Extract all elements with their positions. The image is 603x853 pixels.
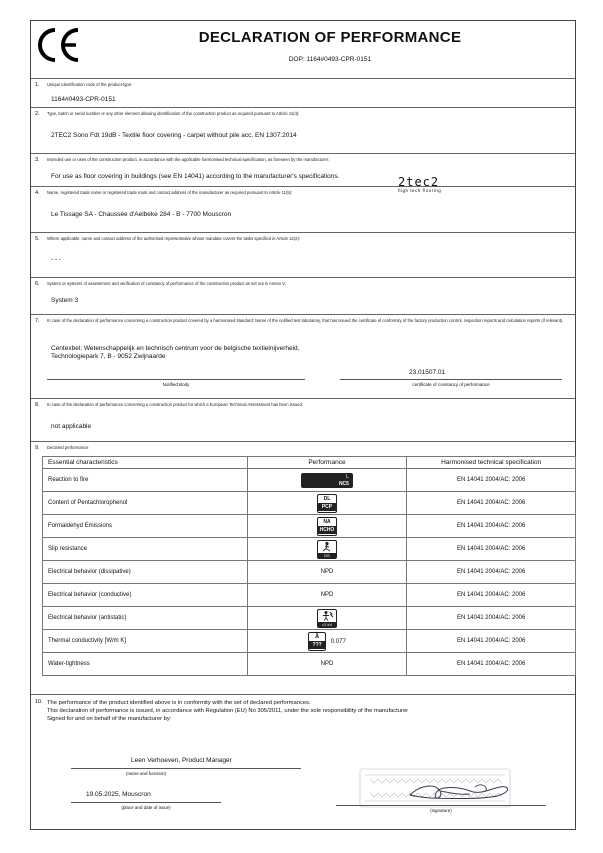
dop-number: DOP: 1164#0493-CPR-0151	[288, 56, 372, 63]
slip-sub-text: DS	[318, 553, 336, 558]
section-number: 8.	[35, 402, 40, 408]
section-3	[31, 153, 575, 189]
section-5	[31, 232, 575, 277]
section-number: 9.	[35, 445, 40, 451]
performance-cell: NPD	[247, 561, 407, 584]
thermal-pictogram-icon	[308, 632, 326, 651]
spec-cell: EN 14041 2004/AC: 2006	[407, 492, 576, 515]
section-7	[31, 314, 575, 398]
section-label: In case of the declaration of performance concerning a construction product covered by a harmonised standard: Name of the notified test laboratory, that has issued the certificate of conformity of the factory production control, inspection reports and calculation reports (if relevant).	[47, 318, 564, 323]
date-place: 19.05.2025, Mouscron	[86, 791, 151, 798]
characteristic-cell: Formaldehyd Emissions	[43, 515, 248, 538]
table-row	[43, 561, 576, 584]
characteristic-cell: Reaction to fire	[43, 469, 248, 492]
date-line	[71, 802, 221, 803]
thermal-symbol-text: λ	[315, 632, 320, 640]
performance-cell	[247, 538, 407, 561]
column-header: Performance	[247, 457, 407, 469]
antistatic-figure-icon	[318, 610, 336, 621]
pcp-bottom-text: PCP	[318, 503, 336, 511]
fire-sub-text: NC5	[338, 480, 349, 487]
section-number: 6.	[35, 281, 40, 287]
section-value: 1164#0493-CPR-0151	[51, 96, 116, 103]
spec-cell: EN 14041 2004/AC: 2006	[407, 607, 576, 630]
performance-cell	[247, 607, 407, 630]
section-label: Where applicable, name and contact address of the authorised representative whose mandate covers the tasks specified in Article 12(2):	[47, 236, 301, 241]
section-1	[31, 78, 575, 107]
section-number: 7.	[35, 318, 40, 324]
table-row	[43, 469, 576, 492]
statement-line-2: This declaration of performance is issued, in accordance with Regulation (EU) No 305/2011, under the sole responsibility of the manufacturer	[47, 708, 409, 714]
characteristic-cell: Thermal conductivity [W/m K]	[43, 630, 248, 653]
section-label: Declared performance	[47, 445, 89, 450]
table-row	[43, 492, 576, 515]
logo-tagline: high tech flooring	[398, 188, 442, 193]
section-value: not applicable	[51, 423, 92, 430]
section-number: 10.	[35, 699, 43, 705]
column-header: Harmonised technical specification	[407, 457, 576, 469]
antistatic-sub-text: <2 kV	[318, 622, 336, 627]
section-label: Intended use or uses of the construction product, in accordance with the applicable harmonised technical specification, as foreseen by the manufacturer:	[47, 157, 330, 162]
notified-body-line	[47, 379, 305, 380]
section-value: - - -	[51, 256, 62, 263]
performance-cell	[247, 515, 407, 538]
section-value: Le Tissage SA - Chaussée d'Aelbeke 284 - B - 7700 Mouscron	[51, 211, 232, 218]
ce-mark-logo	[36, 27, 82, 63]
section-label: Unique identification code of the product-type:	[47, 82, 133, 87]
table-row	[43, 653, 576, 676]
section-number: 2.	[35, 111, 40, 117]
slip-pictogram-icon	[317, 540, 337, 559]
signer-caption: (name and function)	[125, 771, 167, 776]
performance-cell: NPD	[247, 653, 407, 676]
performance-table	[42, 456, 576, 676]
section-label: System or systems of assessment and verification of constancy of performance of the construction product as set out in Annex V:	[47, 281, 286, 286]
spec-cell: EN 14041 2004/AC: 2006	[407, 515, 576, 538]
pcp-pictogram-icon	[317, 494, 337, 513]
section-value: For use as floor covering in buildings (see EN 14041) according to the manufacturer's specifications.	[51, 173, 340, 180]
hcho-pictogram-icon	[317, 517, 337, 536]
logo-wordmark: 2tec2	[398, 175, 440, 189]
performance-cell	[247, 469, 407, 492]
spec-cell: EN 14041 2004/AC: 2006	[407, 630, 576, 653]
characteristic-cell: Electrical behavior (conductive)	[43, 584, 248, 607]
antistatic-pictogram-icon	[317, 609, 337, 628]
table-row	[43, 515, 576, 538]
statement-line-1: The performance of the product identified above is in conformity with the set of declared performances.	[47, 700, 311, 706]
section-number: 4.	[35, 190, 40, 196]
table-row	[43, 607, 576, 630]
certificate-number: 23.01507.01	[409, 369, 446, 376]
notified-body-caption: Notified Body	[162, 382, 190, 387]
slip-figure-icon	[318, 541, 336, 552]
characteristic-cell: Slip resistance	[43, 538, 248, 561]
certificate-line	[340, 379, 562, 380]
section-number: 1.	[35, 82, 40, 88]
section-2	[31, 107, 575, 153]
signature-caption: (signature)	[430, 808, 452, 813]
table-row	[43, 584, 576, 607]
table-row	[43, 538, 576, 561]
signature-stamp-image	[340, 765, 550, 813]
section-label: In case of the declaration of performance concerning a construction product for which a European Technical Assessment has been issued:	[47, 402, 303, 407]
section-value: Centexbel; Wetenschappelijk en technisch centrum voor de belgische textielnijverheid, Technologiepark 7, B - 9052 Zwijnaarde	[51, 345, 300, 360]
section-label: Name, registered trade name or registered trade mark and contact address of the manufacturer as required pursuant to Article 11(5):	[47, 190, 293, 195]
hcho-top-text: NA	[323, 518, 331, 525]
signer-line	[71, 768, 301, 769]
2tec2-logo	[398, 176, 478, 196]
section-value: 2TEC2 Sono Fdt 19dB - Textile floor covering - carpet without pile acc. EN 1307:2014	[51, 132, 297, 139]
table-row	[43, 630, 576, 653]
pcp-top-text: DL	[323, 495, 331, 502]
section-6	[31, 277, 575, 314]
performance-cell	[247, 630, 407, 653]
performance-cell	[247, 492, 407, 515]
section-8	[31, 398, 575, 441]
fire-class-text: L	[346, 473, 349, 480]
section-number: 3.	[35, 157, 40, 163]
section-value: System 3	[51, 297, 79, 304]
column-header: Essential characteristics	[43, 457, 248, 469]
characteristic-cell: Electrical behavior (antistatic)	[43, 607, 248, 630]
thermal-value: 0.077	[330, 638, 346, 645]
certificate-caption: certificate of constancy of performance	[412, 382, 490, 387]
table-header-row	[43, 457, 576, 469]
fire-pictogram-icon	[301, 473, 353, 488]
spec-cell: EN 14041 2004/AC: 2006	[407, 538, 576, 561]
characteristic-cell: Content of Pentachlorophenol	[43, 492, 248, 515]
spec-cell: EN 14041 2004/AC: 2006	[407, 561, 576, 584]
statement-line-3: Signed for and on behalf of the manufacturer by:	[47, 716, 172, 722]
section-label: Type, batch or serial number or any other element allowing identification of the construction product as required pursuant to Article 11(4):	[47, 111, 300, 116]
date-caption: (place and date of issue)	[121, 805, 171, 810]
signer-name: Leen Verhoeven, Product Manager	[131, 757, 232, 764]
spec-cell: EN 14041 2004/AC: 2006	[407, 469, 576, 492]
performance-cell: NPD	[247, 584, 407, 607]
spec-cell: EN 14041 2004/AC: 2006	[407, 584, 576, 607]
spec-cell: EN 14041 2004/AC: 2006	[407, 653, 576, 676]
document-title: DECLARATION OF PERFORMANCE	[198, 29, 462, 46]
thermal-sub-text: ???	[309, 641, 325, 649]
section-number: 5.	[35, 236, 40, 242]
characteristic-cell: Water-tightness	[43, 653, 248, 676]
hcho-bottom-text: HCHO	[319, 526, 335, 533]
characteristic-cell: Electrical behavior (dissipative)	[43, 561, 248, 584]
section-4	[31, 186, 575, 232]
conformity-statement	[47, 699, 567, 723]
